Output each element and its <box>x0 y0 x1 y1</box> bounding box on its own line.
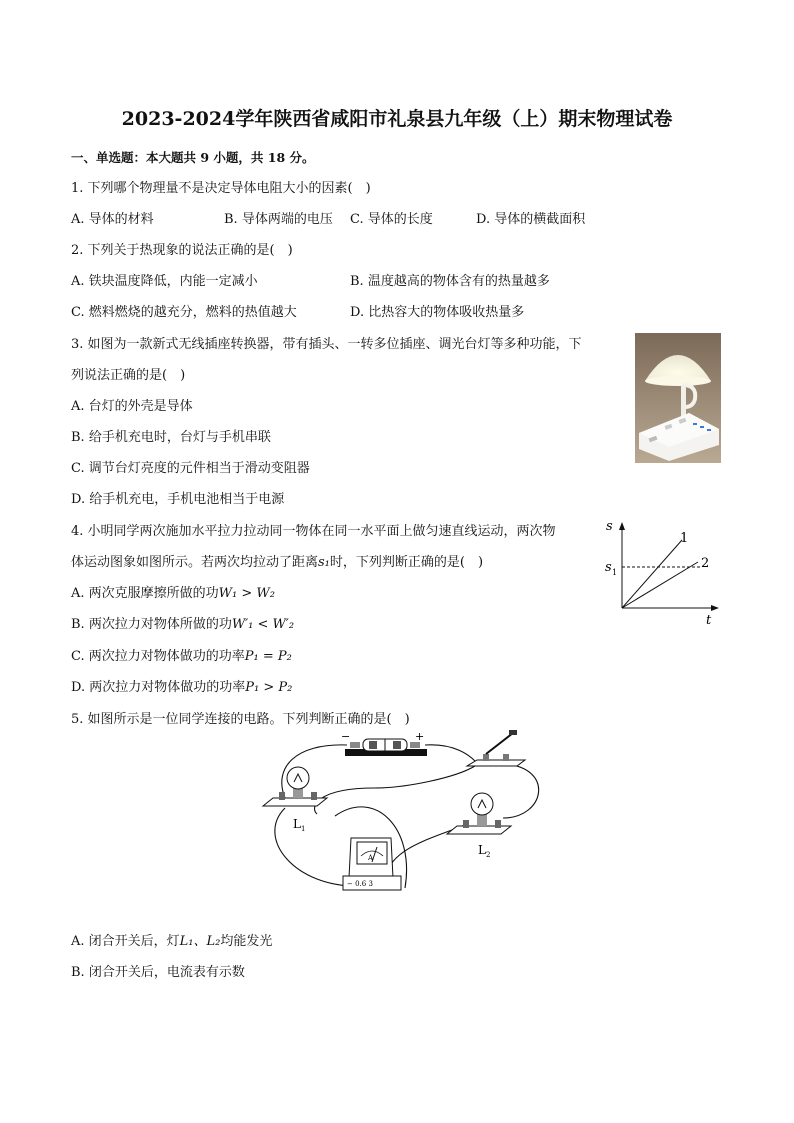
q4-option-b-math: W′₁ < W′₂ <box>231 617 295 632</box>
q2-option-b: B. 温度越高的物体含有的热量越多 <box>350 274 550 289</box>
graph-x-arrow <box>711 605 719 611</box>
q2-option-d: D. 比热容大的物体吸收热量多 <box>350 305 525 320</box>
q4-option-c <box>71 645 292 664</box>
q4-option-a <box>71 582 275 601</box>
q1-option-d: D. 导体的横截面积 <box>476 212 586 227</box>
graph-line-2 <box>622 562 698 608</box>
lamp-l1 <box>263 767 327 806</box>
ammeter-terminals: − 0.6 3 <box>347 880 373 888</box>
graph-s1-sub: 1 <box>612 568 618 577</box>
q4-stem-pre: 体运动图象如图所示。若两次均拉动了距离 <box>71 555 319 570</box>
switch <box>467 730 525 766</box>
q3-option-c: C. 调节台灯亮度的元件相当于滑动变阻器 <box>71 461 310 476</box>
graph-x-label: t <box>706 613 712 628</box>
q5-option-b: B. 闭合开关后，电流表有示数 <box>71 965 245 980</box>
lamp-l1-label: L <box>293 817 301 831</box>
q5-option-a-math: L₁、L₂ <box>179 934 221 949</box>
q3-stem-line2: 列说法正确的是( ) <box>71 368 186 383</box>
q4-option-c-text: C. 两次拉力对物体做功的功率 <box>71 649 245 664</box>
q5-circuit-diagram <box>255 728 545 898</box>
q4-distance-var: s₁ <box>318 555 330 570</box>
q4-option-d-math: P₁ > P₂ <box>245 680 293 695</box>
graph-y-arrow <box>619 522 625 530</box>
q5-option-a <box>71 930 272 949</box>
q4-stem-post: 时，下列判断正确的是( ) <box>329 555 484 570</box>
q5-option-a-pre: A. 闭合开关后，灯 <box>71 934 180 949</box>
q3-stem-line1: 3. 如图为一款新式无线插座转换器，带有插头、一转多位插座、调光台灯等多种功能，下 <box>71 337 582 352</box>
q5-option-a-post: 均能发光 <box>220 934 273 949</box>
q2-option-c: C. 燃料燃烧的越充分，燃料的热值越大 <box>71 305 297 320</box>
q4-option-c-math: P₁ = P₂ <box>244 649 292 664</box>
q3-option-a: A. 台灯的外壳是导体 <box>71 399 193 414</box>
q4-option-b-text: B. 两次拉力对物体所做的功 <box>71 617 232 632</box>
graph-y-label: s <box>606 519 613 534</box>
battery-plus-label: + <box>415 730 425 743</box>
q1-option-b: B. 导体两端的电压 <box>224 212 333 227</box>
section-heading: 一、单选题：本大题共 9 小题，共 18 分。 <box>71 150 315 165</box>
q1-option-a: A. 导体的材料 <box>71 212 154 227</box>
q4-option-a-text: A. 两次克服摩擦所做的功 <box>71 586 219 601</box>
q4-stem-line1: 4. 小明同学两次施加水平拉力拉动同一物体在同一水平面上做匀速直线运动，两次物 <box>71 524 556 539</box>
q1-option-c: C. 导体的长度 <box>350 212 433 227</box>
graph-s1-label: s <box>605 560 612 575</box>
graph-line2-label: 2 <box>701 556 710 571</box>
q4-option-d <box>71 676 292 695</box>
q4-option-a-math: W₁ > W₂ <box>218 586 275 601</box>
q1-stem: 1. 下列哪个物理量不是决定导体电阻大小的因素( ) <box>71 181 371 196</box>
q4-option-d-text: D. 两次拉力对物体做功的功率 <box>71 680 246 695</box>
q2-stem: 2. 下列关于热现象的说法正确的是( ) <box>71 243 293 258</box>
q3-option-b: B. 给手机充电时，台灯与手机串联 <box>71 430 271 445</box>
lamp-l2 <box>447 793 511 834</box>
q3-option-d: D. 给手机充电，手机电池相当于电源 <box>71 492 285 507</box>
q2-option-a: A. 铁块温度降低，内能一定减小 <box>71 274 258 289</box>
lamp-socket-photo <box>635 333 721 463</box>
graph-line-1 <box>622 540 682 608</box>
lamp-l1-sub: 1 <box>301 825 306 833</box>
lamp-l2-sub: 2 <box>486 851 491 859</box>
graph-line1-label: 1 <box>680 531 689 546</box>
q5-stem: 5. 如图所示是一位同学连接的电路。下列判断正确的是( ) <box>71 712 410 727</box>
ammeter-a-label: A <box>368 854 374 862</box>
page-title: 2023-2024学年陕西省咸阳市礼泉县九年级（上）期末物理试卷 <box>121 108 673 130</box>
q4-option-b <box>71 613 294 632</box>
battery-minus-label: − <box>341 730 351 743</box>
q4-stem-line2 <box>71 551 483 570</box>
lamp-l2-label: L <box>478 843 486 857</box>
q4-st-graph <box>600 518 725 628</box>
